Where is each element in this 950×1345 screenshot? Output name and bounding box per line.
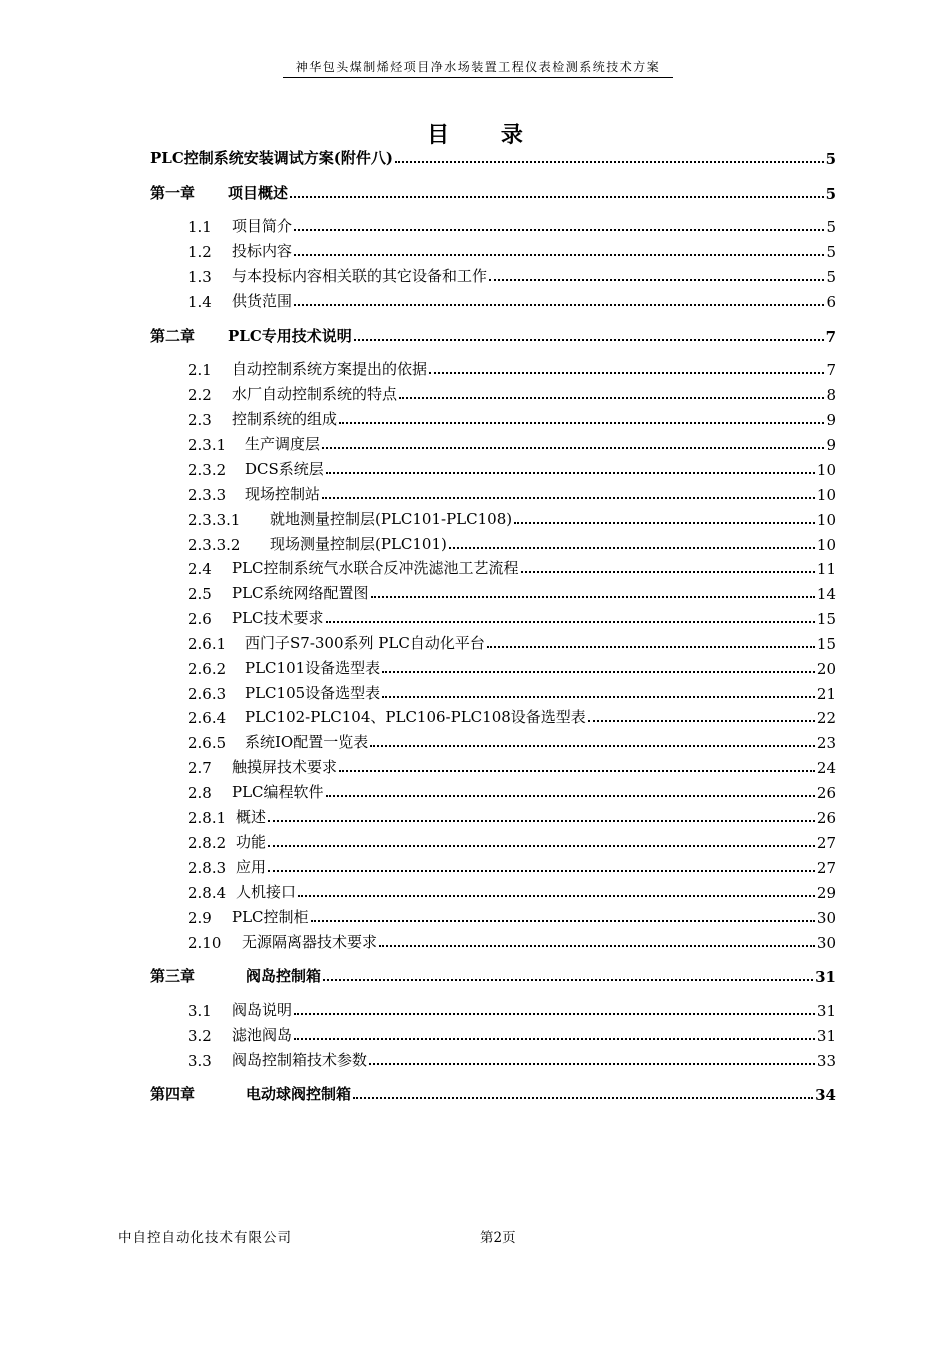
- toc-entry-page: 9: [826, 411, 836, 429]
- toc-entry[interactable]: [188, 880, 836, 902]
- toc-entry-number: 1.4: [188, 293, 232, 311]
- toc-dot-leader: [353, 1097, 813, 1099]
- toc-entry-page: 6: [826, 293, 836, 311]
- toc-entry[interactable]: [188, 457, 836, 479]
- toc-entry-title: 人机接口: [236, 883, 297, 901]
- toc-entry-number: 2.8.2: [188, 834, 236, 852]
- toc-entry-number: 2.3.3.2: [188, 536, 270, 554]
- toc-entry-number: 2.8.1: [188, 809, 236, 827]
- toc-entry-title: 水厂自动控制系统的特点: [232, 385, 398, 403]
- toc-entry-title: 现场测量控制层(PLC101): [270, 535, 447, 553]
- toc-entry-page: 31: [815, 968, 836, 986]
- toc-dot-leader: [489, 279, 824, 281]
- toc-entry-title: 无源隔离器技术要求: [242, 933, 378, 951]
- toc-entry-page: 30: [816, 909, 836, 927]
- running-header: 神华包头煤制烯烃项目净水场装置工程仪表检测系统技术方案: [283, 58, 673, 78]
- toc-entry-page: 5: [826, 218, 836, 236]
- toc-entry-number: 3.3: [188, 1052, 232, 1070]
- toc-entry[interactable]: [188, 581, 836, 603]
- toc-entry-number: 2.6.1: [188, 635, 245, 653]
- toc-entry[interactable]: [188, 507, 836, 529]
- toc-entry-page: 31: [816, 1002, 836, 1020]
- toc-entry-number: 2.6.3: [188, 685, 245, 703]
- toc-entry-title: 应用: [236, 858, 267, 876]
- toc-entry-number: 3.2: [188, 1027, 232, 1045]
- toc-dot-leader: [268, 820, 815, 822]
- toc-entry-title: PLC控制柜: [232, 908, 309, 926]
- toc-entry-page: 5: [826, 268, 836, 286]
- toc-entry[interactable]: [188, 656, 836, 678]
- toc-entry[interactable]: [188, 264, 836, 286]
- toc-entry-page: 5: [826, 243, 836, 261]
- toc-dot-leader: [354, 339, 824, 341]
- toc-entry-title: 控制系统的组成: [232, 410, 338, 428]
- toc-entry[interactable]: [188, 382, 836, 404]
- toc-entry-page: 27: [816, 834, 836, 852]
- toc-entry-number: 2.8: [188, 784, 232, 802]
- toc-entry-page: 34: [815, 1086, 836, 1104]
- toc-entry-title: 触摸屏技术要求: [232, 758, 338, 776]
- toc-entry[interactable]: [188, 755, 836, 777]
- toc-dot-leader: [449, 547, 815, 549]
- toc-entry[interactable]: [188, 532, 836, 554]
- toc-entry-title: 系统IO配置一览表: [245, 733, 369, 751]
- toc-entry-page: 10: [816, 536, 836, 554]
- toc-entry-title: 投标内容: [232, 242, 293, 260]
- toc-entry-page: 5: [825, 150, 836, 168]
- toc-entry-page: 15: [816, 635, 836, 653]
- toc-dot-leader: [487, 646, 815, 648]
- toc-dot-leader: [294, 1013, 815, 1015]
- toc-entry-number: 2.9: [188, 909, 232, 927]
- toc-dot-leader: [311, 920, 815, 922]
- toc-entry-number: 第一章: [150, 182, 228, 203]
- toc-dot-leader: [382, 696, 815, 698]
- toc-entry-number: 1.2: [188, 243, 232, 261]
- toc-entry[interactable]: [188, 357, 836, 379]
- toc-entry[interactable]: [188, 289, 836, 311]
- toc-entry[interactable]: [150, 1082, 836, 1104]
- toc-dot-leader: [399, 397, 824, 399]
- toc-entry-number: 2.8.4: [188, 884, 236, 902]
- toc-dot-leader: [268, 845, 815, 847]
- toc-dot-leader: [326, 621, 815, 623]
- toc-entry-number: 2.3.3.1: [188, 511, 270, 529]
- toc-entry[interactable]: [150, 964, 836, 986]
- footer-page-number: 第2页: [480, 1230, 516, 1246]
- toc-entry-number: 2.3: [188, 411, 232, 429]
- toc-entry-number: 2.6: [188, 610, 232, 628]
- toc-entry-title: 滤池阀岛: [232, 1026, 293, 1044]
- toc-entry-title: 西门子S7-300系列 PLC自动化平台: [245, 634, 485, 652]
- toc-entry-page: 26: [816, 784, 836, 802]
- toc-entry-number: 1.3: [188, 268, 232, 286]
- toc-entry-title: PLC技术要求: [232, 609, 324, 627]
- toc-entry[interactable]: [188, 239, 836, 261]
- toc-entry-title: PLC控制系统安装调试方案(附件八): [150, 149, 393, 167]
- toc-entry-number: 2.2: [188, 386, 232, 404]
- toc-entry-page: 10: [816, 486, 836, 504]
- toc-entry-title: PLC101设备选型表: [245, 659, 381, 677]
- toc-dot-leader: [298, 895, 815, 897]
- toc-entry-page: 30: [816, 934, 836, 952]
- toc-entry-page: 10: [816, 461, 836, 479]
- toc-entry[interactable]: [188, 407, 836, 429]
- toc-entry[interactable]: [188, 432, 836, 454]
- toc-entry[interactable]: [188, 855, 836, 877]
- toc-entry-page: 9: [826, 436, 836, 454]
- toc-dot-leader: [429, 372, 824, 374]
- toc-dot-leader: [322, 497, 815, 499]
- toc-entry-title: PLC编程软件: [232, 783, 324, 801]
- toc-dot-leader: [294, 254, 824, 256]
- toc-entry-title: PLC专用技术说明: [228, 327, 352, 345]
- toc-entry-title: 生产调度层: [245, 435, 321, 453]
- toc-dot-leader: [514, 522, 815, 524]
- toc-entry-page: 20: [816, 660, 836, 678]
- toc-entry-page: 15: [816, 610, 836, 628]
- toc-entry[interactable]: [188, 556, 836, 578]
- toc-title: 目 录: [427, 122, 545, 148]
- toc-entry-number: 第四章: [150, 1083, 246, 1104]
- toc-entry-number: 2.10: [188, 934, 242, 952]
- toc-entry-page: 10: [816, 511, 836, 529]
- toc-entry-number: 第二章: [150, 325, 228, 346]
- toc-entry-title: 阀岛控制箱技术参数: [232, 1051, 368, 1069]
- toc-entry-page: 14: [816, 585, 836, 603]
- toc-entry-title: 项目简介: [232, 217, 293, 235]
- toc-entry[interactable]: [150, 181, 836, 203]
- toc-entry-page: 21: [816, 685, 836, 703]
- toc-entry-title: DCS系统层: [245, 460, 324, 478]
- toc-entry-title: 概述: [236, 808, 267, 826]
- toc-entry[interactable]: [188, 830, 836, 852]
- toc-entry-number: 2.1: [188, 361, 232, 379]
- toc-entry[interactable]: [188, 780, 836, 802]
- toc-dot-leader: [294, 304, 824, 306]
- toc-entry-number: 2.6.5: [188, 734, 245, 752]
- toc-entry[interactable]: [188, 606, 836, 628]
- toc-dot-leader: [294, 1038, 815, 1040]
- toc-entry-title: PLC102-PLC104、PLC106-PLC108设备选型表: [245, 708, 586, 726]
- toc-entry[interactable]: [188, 998, 836, 1020]
- toc-dot-leader: [370, 745, 815, 747]
- toc-entry[interactable]: [188, 730, 836, 752]
- toc-entry-page: 5: [825, 185, 836, 203]
- toc-entry-number: 2.3.2: [188, 461, 245, 479]
- toc-entry-number: 2.6.2: [188, 660, 245, 678]
- toc-entry-page: 33: [816, 1052, 836, 1070]
- toc-entry-title: PLC控制系统气水联合反冲洗滤池工艺流程: [232, 559, 519, 577]
- toc-entry[interactable]: [188, 482, 836, 504]
- toc-entry-page: 29: [816, 884, 836, 902]
- toc-dot-leader: [339, 422, 824, 424]
- toc-entry-title: 就地测量控制层(PLC101-PLC108): [270, 510, 513, 528]
- toc-dot-leader: [382, 671, 815, 673]
- toc-entry-title: 与本投标内容相关联的其它设备和工作: [232, 267, 488, 285]
- toc-entry-page: 31: [816, 1027, 836, 1045]
- toc-entry[interactable]: [188, 805, 836, 827]
- toc-entry-number: 2.8.3: [188, 859, 236, 877]
- toc-dot-leader: [268, 870, 815, 872]
- toc-entry-number: 第三章: [150, 965, 246, 986]
- toc-dot-leader: [323, 979, 813, 981]
- toc-dot-leader: [326, 795, 815, 797]
- toc-dot-leader: [588, 720, 815, 722]
- toc-entry-page: 26: [816, 809, 836, 827]
- toc-dot-leader: [326, 472, 815, 474]
- toc-entry[interactable]: [188, 1023, 836, 1045]
- toc-entry-page: 23: [816, 734, 836, 752]
- footer-company: 中自控自动化技术有限公司: [118, 1230, 292, 1246]
- toc-dot-leader: [521, 571, 815, 573]
- toc-entry-page: 8: [826, 386, 836, 404]
- toc-entry[interactable]: [188, 1048, 836, 1070]
- toc-entry-page: 11: [816, 560, 836, 578]
- toc-dot-leader: [290, 196, 824, 198]
- toc-entry-title: PLC105设备选型表: [245, 684, 381, 702]
- toc-entry-title: 自动控制系统方案提出的依据: [232, 360, 428, 378]
- toc-dot-leader: [322, 447, 824, 449]
- toc-entry-page: 27: [816, 859, 836, 877]
- toc-entry-number: 3.1: [188, 1002, 232, 1020]
- toc-dot-leader: [379, 945, 815, 947]
- toc-entry[interactable]: [188, 681, 836, 703]
- toc-entry[interactable]: [150, 324, 836, 346]
- toc-dot-leader: [371, 596, 815, 598]
- toc-entry-number: 2.6.4: [188, 709, 245, 727]
- toc-entry-page: 7: [826, 361, 836, 379]
- toc-entry-title: PLC系统网络配置图: [232, 584, 369, 602]
- toc-entry-title: 电动球阀控制箱: [246, 1085, 352, 1103]
- toc-entry-page: 7: [825, 328, 836, 346]
- toc-entry-number: 2.4: [188, 560, 232, 578]
- toc-dot-leader: [339, 770, 815, 772]
- toc-entry-title: 功能: [236, 833, 267, 851]
- toc-entry[interactable]: [188, 705, 836, 727]
- toc-entry-title: 供货范围: [232, 292, 293, 310]
- toc-entry[interactable]: [188, 214, 836, 236]
- toc-entry[interactable]: [188, 631, 836, 653]
- toc-entry-title: 阀岛说明: [232, 1001, 293, 1019]
- toc-entry-number: 2.3.3: [188, 486, 245, 504]
- toc-entry-page: 22: [816, 709, 836, 727]
- toc-entry[interactable]: [188, 930, 836, 952]
- toc-entry-title: 项目概述: [228, 184, 289, 202]
- toc-dot-leader: [369, 1063, 815, 1065]
- toc-entry-title: 阀岛控制箱: [246, 967, 322, 985]
- toc-entry-number: 2.7: [188, 759, 232, 777]
- toc-entry-number: 2.5: [188, 585, 232, 603]
- toc-dot-leader: [395, 161, 824, 163]
- toc-entry-number: 2.3.1: [188, 436, 245, 454]
- toc-entry-number: 1.1: [188, 218, 232, 236]
- toc-entry[interactable]: [188, 905, 836, 927]
- toc-dot-leader: [294, 229, 824, 231]
- toc-entry[interactable]: [150, 146, 836, 168]
- toc-entry-page: 24: [816, 759, 836, 777]
- toc-entry-title: 现场控制站: [245, 485, 321, 503]
